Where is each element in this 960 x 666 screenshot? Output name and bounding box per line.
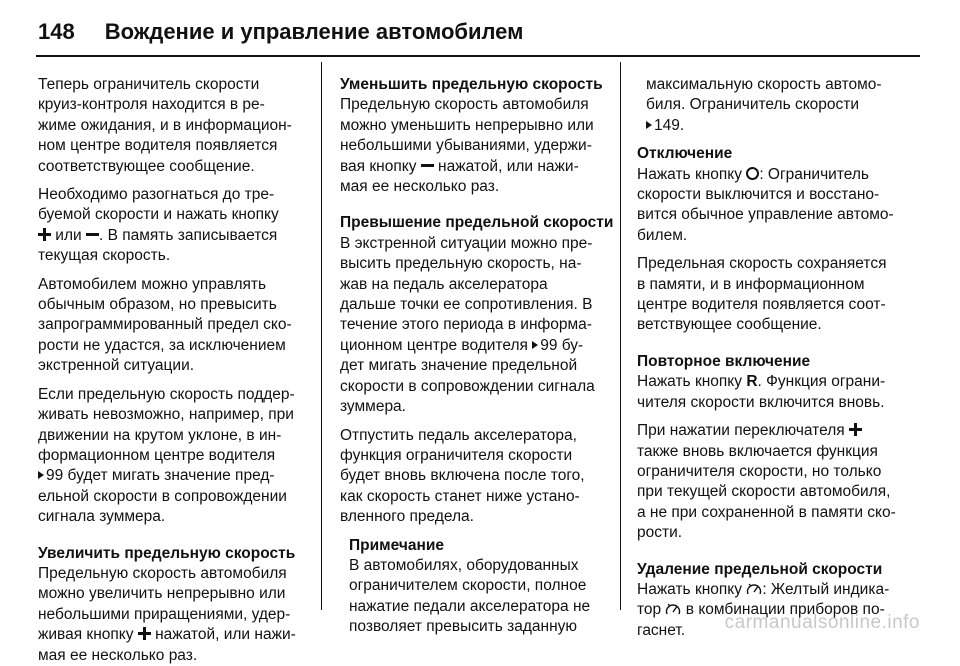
paragraph: Предельную скорость автомобиля можно уменьшить непрерывно или небольшими убываниями, удержи- вая кнопку нажатой, или нажи- мая ее несколько раз. xyxy=(340,96,594,196)
section-heading: Уменьшить предельную скорость xyxy=(340,76,603,93)
speed-limiter-icon xyxy=(746,582,762,596)
paragraph: Нажать кнопку : Желтый индика- тор в комбинации приборов по- гаснет. xyxy=(637,580,890,639)
paragraph: Нажать кнопку R. Функция ограни- чителя скорости включится вновь. xyxy=(637,373,886,411)
paragraph: В экстренной ситуации можно пре- высить предельную скорость, на- жав на педаль акселератора дальше точки ее сопротивления. В течение этого периода в информа- ционном центре водителя 99 бу- дет мигать значение предельной скорости в сопровождении сигнала зуммера. xyxy=(340,234,595,416)
watermark: carmanualsonline.info xyxy=(724,612,920,633)
off-button-icon xyxy=(746,167,759,180)
column-divider-2 xyxy=(620,62,621,610)
section-heading: Увеличить предельную скорость xyxy=(38,544,296,562)
column-2 xyxy=(340,75,614,638)
paragraph: Предельная скорость сохраняется в памяти, и в информационном центре водителя появляется соот- ветствующее сообщение. xyxy=(637,255,887,334)
column-divider-1 xyxy=(321,62,322,610)
plus-icon xyxy=(138,627,151,640)
plus-icon xyxy=(849,423,862,436)
column-3 xyxy=(637,75,919,641)
plus-icon xyxy=(38,228,51,241)
column-1 xyxy=(38,75,313,666)
paragraph: Теперь ограничитель скорости круиз-контроля находится в ре- жиме ожидания, и в информацион- ном центре водителя появляется соответствующее сообщение. xyxy=(38,76,292,175)
section-heading: Отключение xyxy=(637,145,733,163)
paragraph: При нажатии переключателя также вновь включается функция ограничителя скорости, но только при текущей скорости автомобиля, а не при сохраненной в памяти ско- рости. xyxy=(637,422,896,542)
header-rule xyxy=(36,55,920,57)
note-title: Примечание xyxy=(349,536,444,554)
paragraph: Если предельную скорость поддер- живать невозможно, например, при движении на крутом уклоне, в ин- формационном центре водителя 99 будет мигать значение пред- ельной скорости в сопровождении сигнала зуммера. xyxy=(38,385,295,526)
page-title: Вождение и управление автомобилем xyxy=(104,19,524,44)
section-heading: Удаление предельной скорости xyxy=(637,560,883,578)
minus-icon xyxy=(86,233,99,236)
page-header xyxy=(38,12,523,52)
page-reference-icon[interactable] xyxy=(646,121,652,129)
page-reference-icon[interactable] xyxy=(38,471,44,479)
paragraph: Автомобилем можно управлять обычным образом, но превысить запрограммированный предел ско- рости не удастся, за исключением экстренной ситуации. xyxy=(38,275,292,375)
section-heading: Повторное включение xyxy=(637,352,811,370)
note-continuation: максимальную скорость автомо- биля. Ограничитель скорости 149. xyxy=(646,76,882,134)
page-reference-icon[interactable] xyxy=(532,341,538,349)
paragraph: Нажать кнопку : Ограничитель скорости выключится и восстано- вится обычное управление автомо- билем. xyxy=(637,165,894,244)
resume-button-symbol: R xyxy=(746,373,758,391)
paragraph: Необходимо разогнаться до тре- буемой скорости и нажать кнопку или . В память записывается текущая скорость. xyxy=(38,186,279,265)
section-heading: Превышение предельной скорости xyxy=(340,214,614,232)
paragraph: Предельную скорость автомобиля можно увеличить непрерывно или небольшими приращениями, удер- живая кнопку нажатой, или нажи- мая ее несколько раз. xyxy=(38,564,296,664)
note-block: Примечание В автомобилях, оборудованных ограничителем скорости, полное нажатие педали акселератора не позволяет превысить заданную xyxy=(340,536,610,638)
speed-limiter-icon xyxy=(665,602,681,616)
paragraph: Отпустить педаль акселератора, функция ограничителя скорости будет вновь включена после того, как скорость станет ниже устано- вленного предела. xyxy=(340,426,585,526)
page-number: 148 xyxy=(38,19,75,44)
minus-icon xyxy=(421,164,434,167)
